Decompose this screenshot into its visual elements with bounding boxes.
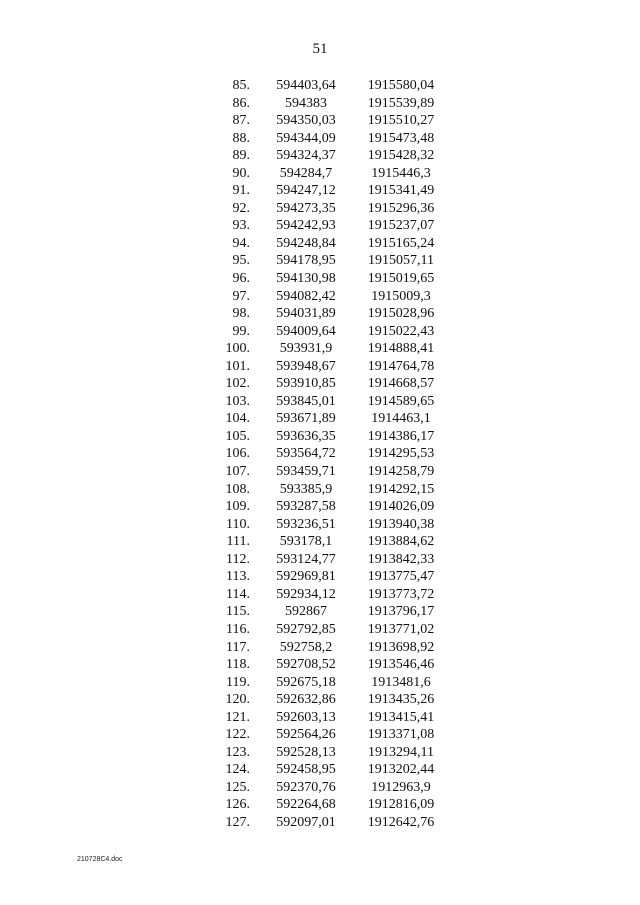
table-row [200,621,460,639]
table-row [200,217,460,235]
y-coordinate: 1913771,02 [367,621,435,637]
y-coordinate: 1915009,3 [371,288,431,304]
x-coordinate: 593636,35 [276,428,336,444]
y-coordinate: 1915446,3 [371,165,431,181]
table-row [200,709,460,727]
x-coordinate: 594242,93 [276,218,336,234]
coordinate-table [200,77,460,832]
y-coordinate: 1913435,26 [367,692,435,708]
x-coordinate: 593287,58 [276,499,336,515]
table-row [200,270,460,288]
y-coordinate: 1914589,65 [367,393,435,409]
point-number: 87. [232,113,250,129]
point-number: 102. [225,376,250,392]
table-row [200,375,460,393]
x-coordinate: 594344,09 [276,130,336,146]
y-coordinate: 1912816,09 [367,797,435,813]
point-number: 113. [226,569,250,585]
point-number: 114. [226,586,250,602]
x-coordinate: 593931,9 [279,341,333,357]
table-row [200,182,460,200]
table-row [200,235,460,253]
table-row [200,200,460,218]
y-coordinate: 1913371,08 [367,727,435,743]
x-coordinate: 593178,1 [279,534,333,550]
point-number: 120. [225,692,250,708]
y-coordinate: 1912963,9 [371,779,431,795]
y-coordinate: 1913842,33 [367,551,435,567]
x-coordinate: 593910,85 [276,376,336,392]
point-number: 94. [232,235,250,251]
x-coordinate: 594273,35 [276,200,336,216]
table-row [200,691,460,709]
point-number: 103. [225,393,250,409]
point-number: 100. [225,341,250,357]
point-number: 86. [232,95,250,111]
x-coordinate: 592632,86 [276,692,336,708]
point-number: 111. [226,534,250,550]
table-row [200,95,460,113]
y-coordinate: 1915428,32 [367,148,435,164]
table-row [200,252,460,270]
table-row [200,761,460,779]
x-coordinate: 592264,68 [276,797,336,813]
point-number: 90. [232,165,250,181]
point-number: 126. [225,797,250,813]
x-coordinate: 592528,13 [276,744,336,760]
point-number: 108. [225,481,250,497]
x-coordinate: 594383 [285,95,327,111]
point-number: 101. [225,358,250,374]
x-coordinate: 592370,76 [276,779,336,795]
x-coordinate: 594350,03 [276,113,336,129]
table-row [200,568,460,586]
y-coordinate: 1913884,62 [367,534,435,550]
x-coordinate: 594284,7 [279,165,333,181]
y-coordinate: 1914295,53 [367,446,435,462]
point-number: 95. [232,253,250,269]
table-row [200,165,460,183]
table-row [200,323,460,341]
point-number: 93. [232,218,250,234]
x-coordinate: 592675,18 [276,674,336,690]
point-number: 112. [226,551,250,567]
x-coordinate: 594247,12 [276,183,336,199]
table-row [200,516,460,534]
x-coordinate: 594248,84 [276,235,336,251]
y-coordinate: 1912642,76 [367,814,435,830]
x-coordinate: 593845,01 [276,393,336,409]
table-row [200,445,460,463]
point-number: 115. [226,604,250,620]
x-coordinate: 593385,9 [279,481,333,497]
y-coordinate: 1915057,11 [368,253,434,269]
y-coordinate: 1914386,17 [367,428,435,444]
point-number: 125. [225,779,250,795]
point-number: 92. [232,200,250,216]
y-coordinate: 1915028,96 [367,306,435,322]
x-coordinate: 593948,67 [276,358,336,374]
y-coordinate: 1915580,04 [367,78,435,93]
page-number: 51 [312,41,328,57]
y-coordinate: 1913546,46 [367,657,435,673]
table-row [200,130,460,148]
y-coordinate: 1913481,6 [371,674,431,690]
table-row [200,639,460,657]
point-number: 96. [232,271,250,287]
point-number: 110. [226,516,250,532]
y-coordinate: 1913202,44 [367,762,435,778]
table-row [200,603,460,621]
x-coordinate: 593671,89 [276,411,336,427]
point-number: 107. [225,464,250,480]
table-row [200,340,460,358]
table-row [200,112,460,130]
x-coordinate: 594031,89 [276,306,336,322]
document-filename: 210728C4.doc [77,856,123,863]
point-number: 88. [232,130,250,146]
point-number: 99. [232,323,250,339]
point-number: 121. [225,709,250,725]
y-coordinate: 1914463,1 [371,411,431,427]
x-coordinate: 592458,95 [276,762,336,778]
x-coordinate: 593236,51 [276,516,336,532]
x-coordinate: 593124,77 [276,551,336,567]
y-coordinate: 1915296,36 [367,200,435,216]
x-coordinate: 594324,37 [276,148,336,164]
table-row [200,77,460,95]
point-number: 91. [232,183,250,199]
y-coordinate: 1913294,11 [368,744,434,760]
x-coordinate: 594130,98 [276,271,336,287]
y-coordinate: 1915237,07 [367,218,435,234]
y-coordinate: 1915510,27 [367,113,435,129]
point-number: 106. [225,446,250,462]
table-row [200,533,460,551]
x-coordinate: 592097,01 [276,814,336,830]
y-coordinate: 1913796,17 [367,604,435,620]
x-coordinate: 592603,13 [276,709,336,725]
point-number: 97. [232,288,250,304]
point-number: 98. [232,306,250,322]
point-number: 89. [232,148,250,164]
x-coordinate: 593459,71 [276,464,336,480]
x-coordinate: 592867 [285,604,327,620]
table-row [200,498,460,516]
x-coordinate: 592969,81 [276,569,336,585]
point-number: 119. [226,674,250,690]
point-number: 116. [226,621,250,637]
point-number: 124. [225,762,250,778]
table-row [200,726,460,744]
y-coordinate: 1914668,57 [367,376,435,392]
table-row [200,358,460,376]
y-coordinate: 1915165,24 [367,235,435,251]
x-coordinate: 592792,85 [276,621,336,637]
x-coordinate: 594178,95 [276,253,336,269]
x-coordinate: 594403,64 [276,78,336,93]
point-number: 117. [226,639,250,655]
y-coordinate: 1914026,09 [367,499,435,515]
point-number: 123. [225,744,250,760]
y-coordinate: 1914258,79 [367,464,435,480]
table-row [200,305,460,323]
point-number: 105. [225,428,250,444]
x-coordinate: 592564,26 [276,727,336,743]
table-row [200,410,460,428]
x-coordinate: 592758,2 [279,639,333,655]
y-coordinate: 1915539,89 [367,95,435,111]
x-coordinate: 593564,72 [276,446,336,462]
y-coordinate: 1913415,41 [367,709,435,725]
y-coordinate: 1914888,41 [367,341,435,357]
table-row [200,147,460,165]
table-row [200,288,460,306]
table-row [200,779,460,797]
y-coordinate: 1914764,78 [367,358,435,374]
table-row [200,551,460,569]
y-coordinate: 1914292,15 [367,481,435,497]
x-coordinate: 594009,64 [276,323,336,339]
point-number: 104. [225,411,250,427]
table-row [200,656,460,674]
table-row [200,481,460,499]
x-coordinate: 592708,52 [276,657,336,673]
y-coordinate: 1913775,47 [367,569,435,585]
y-coordinate: 1915019,65 [367,271,435,287]
point-number: 109. [225,499,250,515]
y-coordinate: 1915473,48 [367,130,435,146]
table-row [200,586,460,604]
point-number: 118. [226,657,250,673]
y-coordinate: 1915341,49 [367,183,435,199]
point-number: 122. [225,727,250,743]
y-coordinate: 1915022,43 [367,323,435,339]
table-row [200,393,460,411]
table-row [200,428,460,446]
point-number: 127. [225,814,250,830]
table-row [200,744,460,762]
point-number: 85. [232,78,250,93]
table-row [200,814,460,832]
y-coordinate: 1913773,72 [367,586,435,602]
table-row [200,796,460,814]
y-coordinate: 1913698,92 [367,639,435,655]
y-coordinate: 1913940,38 [367,516,435,532]
table-row [200,674,460,692]
table-row [200,463,460,481]
x-coordinate: 592934,12 [276,586,336,602]
x-coordinate: 594082,42 [276,288,336,304]
